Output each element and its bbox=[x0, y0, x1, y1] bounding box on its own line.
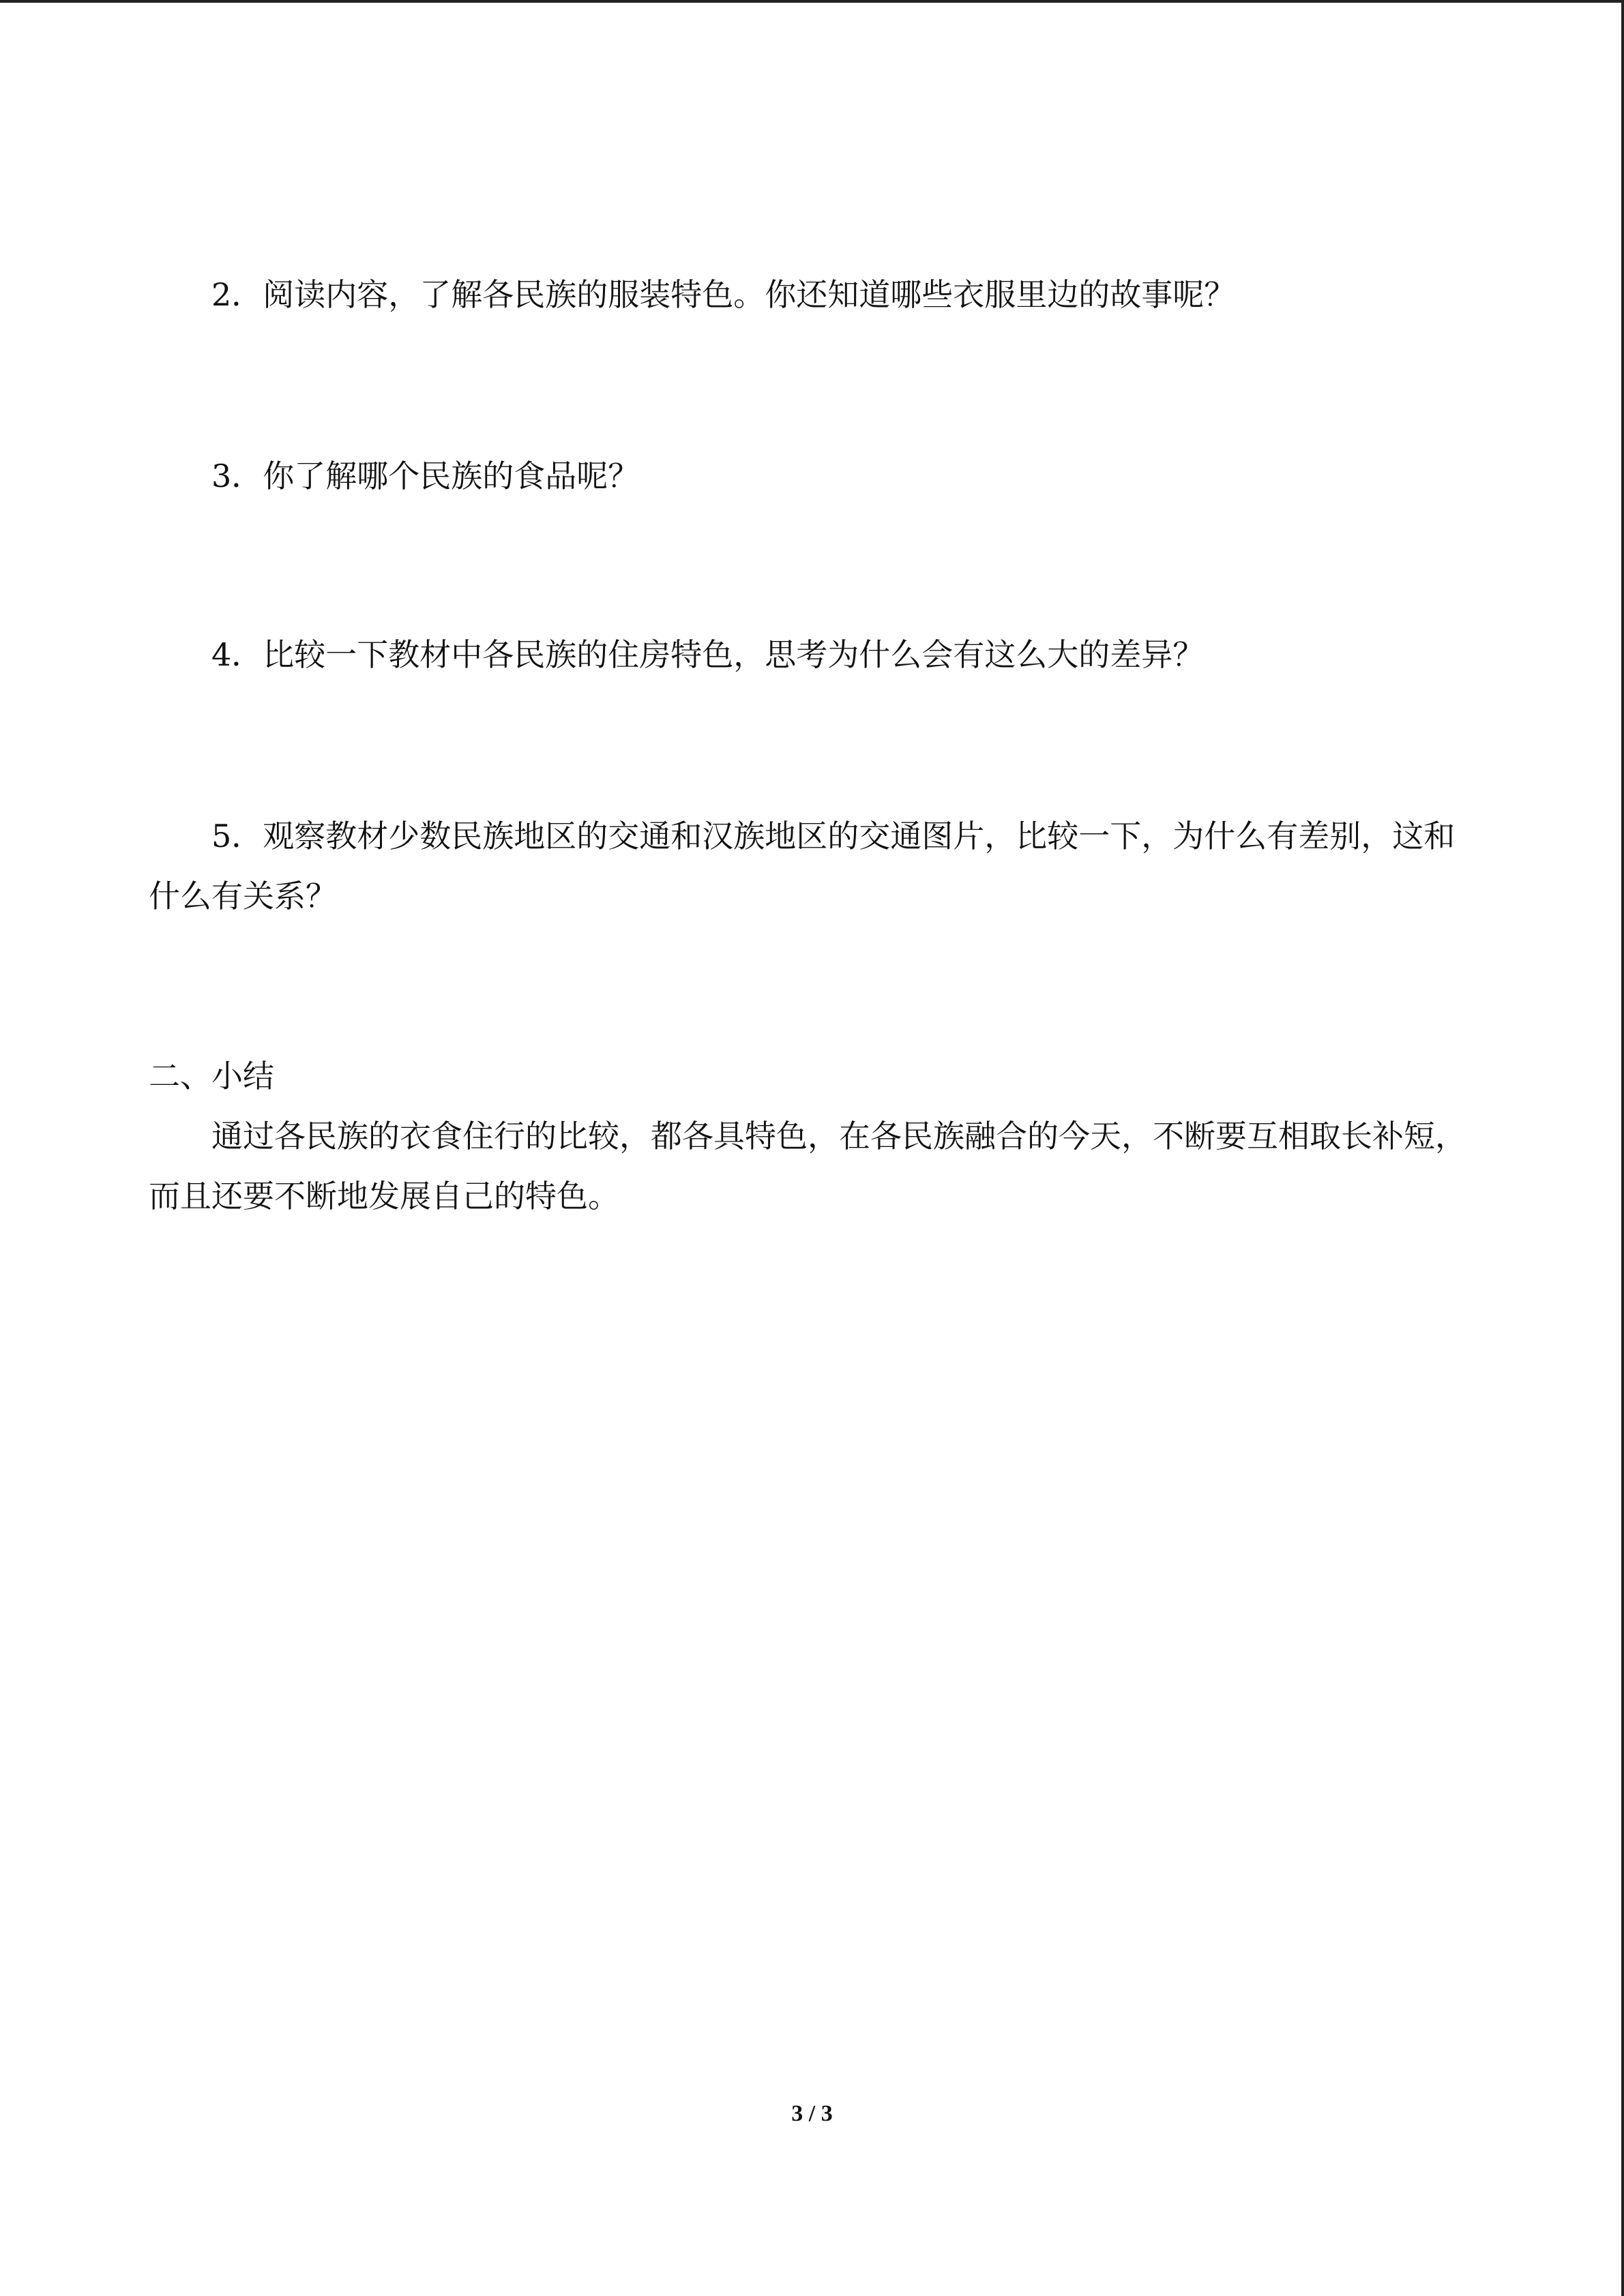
page-border-top bbox=[0, 0, 1624, 3]
page-border-right bbox=[1621, 0, 1624, 2296]
summary-body: 通过各民族的衣食住行的比较，都各具特色，在各民族融合的今天，不断要互相取长补短，而且还要不断地发展自己的特色。 bbox=[149, 1118, 1466, 1214]
question-3: 3．你了解哪个民族的食品呢？ bbox=[211, 458, 640, 494]
summary-heading: 二、小结 bbox=[149, 1058, 274, 1094]
page-number: 3 / 3 bbox=[791, 2101, 833, 2126]
question-2: 2．阅读内容，了解各民族的服装特色。你还知道哪些衣服里边的故事呢？ bbox=[211, 276, 1236, 313]
question-4: 4．比较一下教材中各民族的住房特色，思考为什么会有这么大的差异？ bbox=[211, 636, 1205, 673]
question-5: 5．观察教材少数民族地区的交通和汉族地区的交通图片，比较一下，为什么有差别，这和什么有关系？ bbox=[149, 818, 1456, 914]
